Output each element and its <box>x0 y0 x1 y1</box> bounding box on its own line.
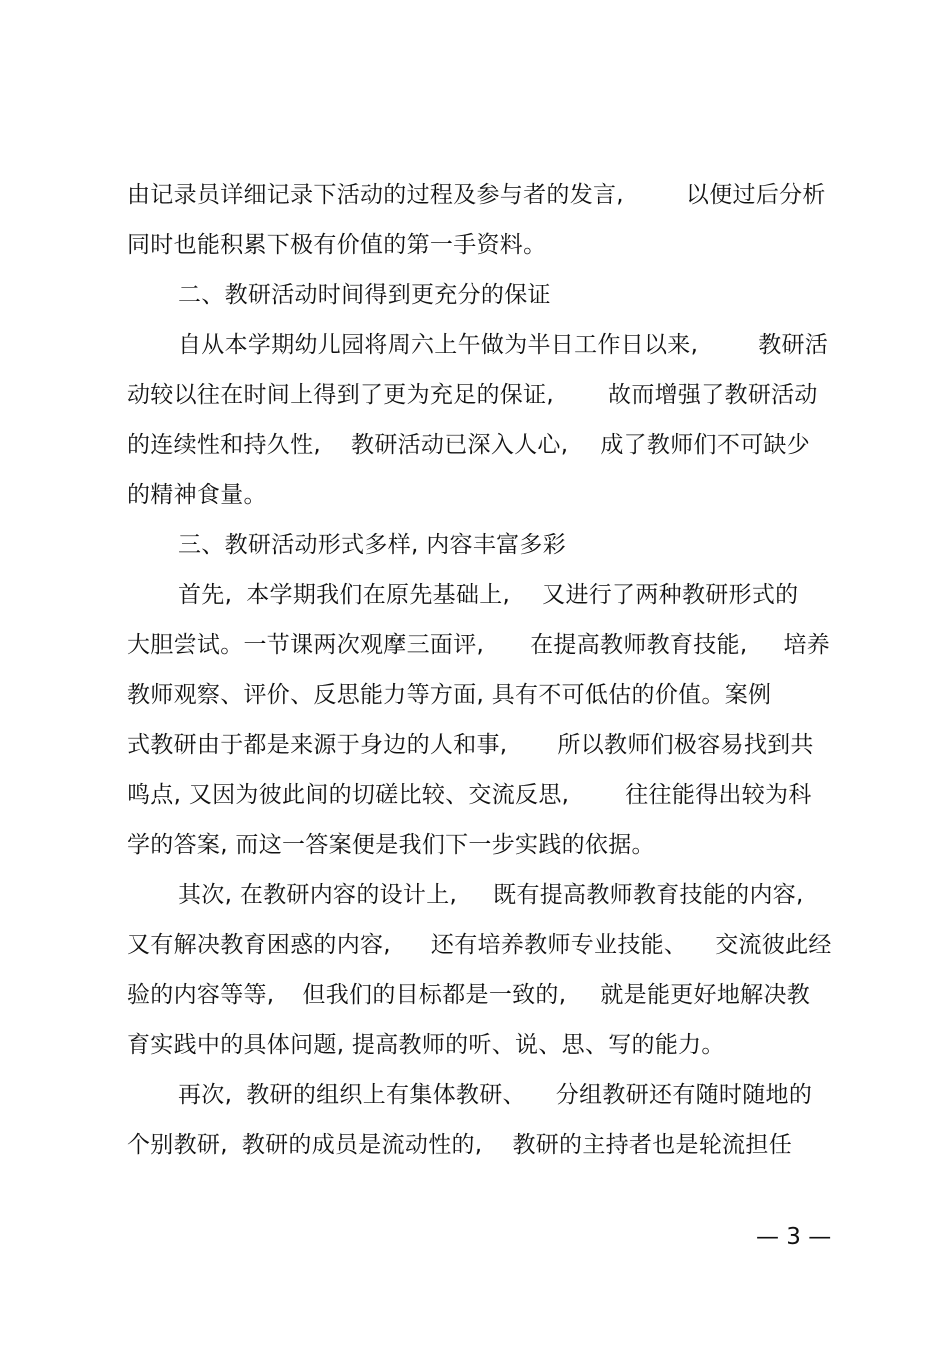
text-segment: 同时也能积累下极有价值的第一手资料。 <box>127 232 547 258</box>
text-segment: 分组教研还有随时随地的 <box>555 1082 813 1108</box>
text-line <box>178 1080 888 1110</box>
text-segment: 所以教师们极容易找到共 <box>557 732 814 758</box>
text-segment: 教研活动已深入人心, <box>351 432 569 458</box>
text-line <box>127 430 837 460</box>
text-line <box>127 830 837 860</box>
text-line <box>127 730 837 760</box>
text-line <box>127 780 837 810</box>
text-segment: 育实践中的具体问题, 提高教师的听、说、思、写的能力。 <box>127 1032 725 1058</box>
text-segment: 再次, <box>178 1082 233 1108</box>
text-segment: 培养 <box>783 632 831 658</box>
text-segment: 还有培养教师专业技能、 <box>430 932 688 958</box>
text-segment: 教研的组织上有集体教研、 <box>246 1082 526 1108</box>
text-segment: 本学期我们在原先基础上, <box>246 582 511 608</box>
text-segment: 由记录员详细记录下活动的过程及参与者的发言, <box>127 182 624 208</box>
page-number: — 3 — <box>756 1224 832 1250</box>
text-segment: 教研的主持者也是轮流担任 <box>512 1132 793 1158</box>
text-segment: 以便过后分析 <box>685 182 826 208</box>
text-line <box>127 630 837 660</box>
text-segment: 教研的成员是流动性的, <box>241 1132 483 1158</box>
text-segment: 成了教师们不可缺少 <box>600 432 811 458</box>
text-segment: 首先, <box>178 582 233 608</box>
text-segment: 个别教研, <box>127 1132 228 1158</box>
text-line <box>178 580 888 610</box>
text-segment: 又有解决教育困惑的内容, <box>127 932 391 958</box>
text-segment: 动较以往在时间上得到了更为充足的保证, <box>127 382 555 408</box>
text-segment: 的精神食量。 <box>127 482 267 508</box>
text-segment: 式教研由于都是来源于身边的人和事, <box>127 732 508 758</box>
text-segment: 既有提高教师教育技能的内容, <box>493 882 804 908</box>
text-line <box>127 180 837 210</box>
text-segment: 就是能更好地解决教 <box>600 982 811 1008</box>
text-line <box>127 930 837 960</box>
text-segment: 往往能得出较为科 <box>625 782 812 808</box>
text-segment: 的连续性和持久性, <box>127 432 322 458</box>
text-segment: 三、教研活动形式多样, 内容丰富多彩 <box>178 532 567 558</box>
text-line <box>178 880 888 910</box>
text-segment: 交流彼此经 <box>715 932 832 958</box>
text-segment: 又进行了两种教研形式的 <box>542 582 799 608</box>
text-segment: 教师观察、评价、反思能力等方面, 具有不可低估的价值。案例 <box>127 682 772 708</box>
text-line <box>127 1030 837 1060</box>
text-segment: 学的答案, 而这一答案便是我们下一步实践的依据。 <box>127 832 655 858</box>
text-segment: 二、教研活动时间得到更充分的保证 <box>178 282 551 308</box>
text-segment: 故而增强了教研活动 <box>608 382 818 408</box>
text-line <box>178 530 888 560</box>
text-line <box>127 680 837 710</box>
text-segment: 自从本学期幼儿园将周六上午做为半日工作日以来, <box>178 332 699 358</box>
text-segment: 大胆尝试。一节课两次观摩三面评, <box>127 632 485 658</box>
text-line <box>127 380 837 410</box>
text-line <box>178 280 888 310</box>
text-segment: 其次, 在教研内容的设计上, <box>178 882 458 908</box>
text-segment: 但我们的目标都是一致的, <box>302 982 567 1008</box>
text-line <box>127 480 837 510</box>
text-segment: 鸣点, 又因为彼此间的切磋比较、交流反思, <box>127 782 570 808</box>
text-segment: 教研活 <box>758 332 829 358</box>
text-line <box>127 980 837 1010</box>
text-line <box>127 1130 837 1160</box>
text-line <box>178 330 888 360</box>
text-segment: 验的内容等等, <box>127 982 275 1008</box>
text-line <box>127 230 837 260</box>
text-segment: 在提高教师教育技能, <box>530 632 748 658</box>
